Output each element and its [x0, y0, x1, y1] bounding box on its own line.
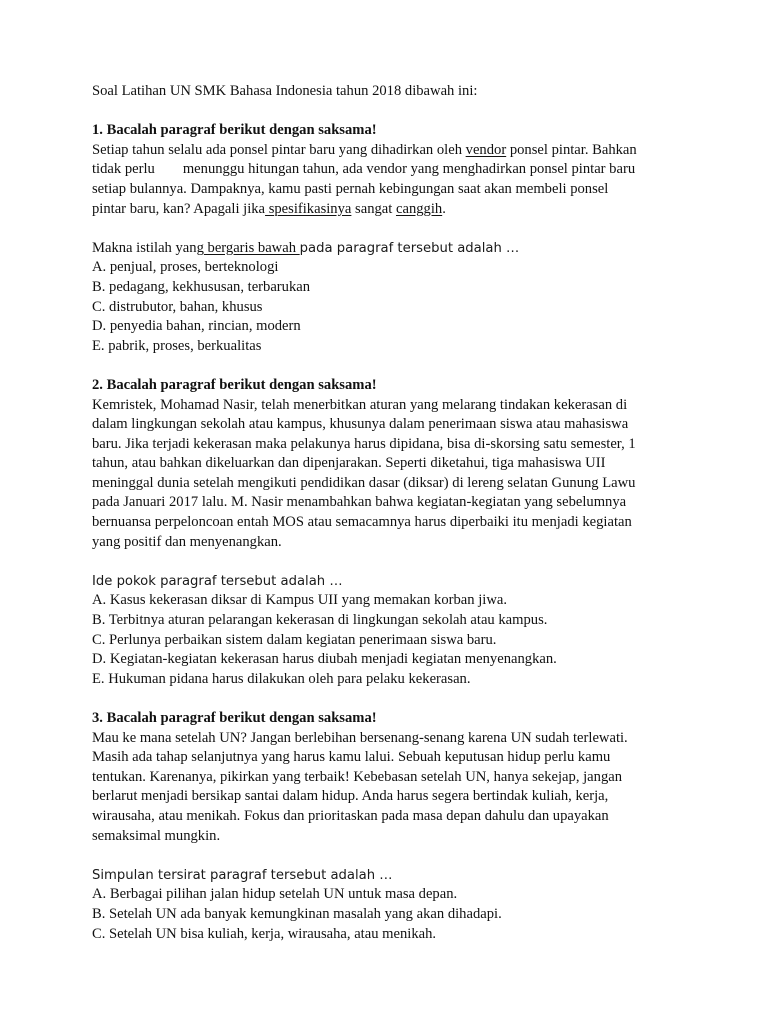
- paragraph-line: Kemristek, Mohamad Nasir, telah menerbitkan aturan yang melarang tindakan kekerasan di: [92, 396, 628, 413]
- answer-option: C. Perlunya perbaikan sistem dalam kegiatan penerimaan siswa baru.: [92, 631, 497, 648]
- answer-option: A. Kasus kekerasan diksar di Kampus UII yang memakan korban jiwa.: [92, 592, 507, 609]
- paragraph-line: yang positif dan menyenangkan.: [92, 533, 282, 550]
- paragraph-line: Setiap tahun selalu ada ponsel pintar baru yang dihadirkan oleh vendor ponsel pintar. Bahkan: [92, 141, 637, 158]
- answer-option: D. penyedia bahan, rincian, modern: [92, 318, 301, 335]
- paragraph-line: berlarut menjadi bersikap santai dalam hidup. Anda harus segera bertindak kuliah, kerja,: [92, 788, 609, 805]
- document-body: [92, 82, 682, 944]
- paragraph-line: semaksimal mungkin.: [92, 827, 221, 844]
- answer-option: D. Kegiatan-kegiatan kekerasan harus diubah menjadi kegiatan menyenangkan.: [92, 651, 557, 668]
- question-2-heading: 2. Bacalah paragraf berikut dengan saksama!: [92, 376, 377, 393]
- question-3-paragraph: [92, 729, 682, 847]
- underlined-term-spesifikasinya: spesifikasinya: [265, 200, 352, 217]
- question-1-options: [92, 258, 682, 356]
- paragraph-line: bernuansa perpeloncoan entah MOS atau semacamnya harus diperbaiki itu menjadi kegiatan: [92, 514, 632, 531]
- question-2-options: [92, 591, 682, 689]
- paragraph-line: pintar baru, kan? Apagali jika spesifikasinya sangat canggih.: [92, 200, 446, 217]
- intro-line: Soal Latihan UN SMK Bahasa Indonesia tahun 2018 dibawah ini:: [92, 83, 478, 99]
- spacer: [92, 356, 682, 376]
- answer-option: A. penjual, proses, berteknologi: [92, 259, 279, 276]
- question-2-paragraph: [92, 396, 682, 553]
- spacer: [92, 552, 682, 572]
- question-3-prompt: Simpulan tersirat paragraf tersebut adalah …: [92, 867, 393, 883]
- answer-option: C. Setelah UN bisa kuliah, kerja, wirausaha, atau menikah.: [92, 925, 437, 942]
- spacer: [92, 846, 682, 866]
- paragraph-line: wirausaha, atau menikah. Fokus dan prioritaskan pada masa depan dahulu dan upayakan: [92, 807, 609, 824]
- paragraph-line: tentukan. Karenanya, pikirkan yang terbaik! Kebebasan setelah UN, hanya sekejap, jangan: [92, 768, 623, 785]
- spacer: [92, 102, 682, 122]
- paragraph-line: setiap bulannya. Dampaknya, kamu pasti pernah kebingungan saat akan membeli ponsel: [92, 180, 609, 197]
- answer-option: C. distrubutor, bahan, khusus: [92, 298, 263, 315]
- question-3-heading: 3. Bacalah paragraf berikut dengan saksama!: [92, 710, 377, 726]
- paragraph-line: tahun, atau bahkan dikeluarkan dan dipenjarakan. Seperti diketahui, tiga mahasiswa UII: [92, 455, 606, 472]
- answer-option: B. Setelah UN ada banyak kemungkinan masalah yang akan dihadapi.: [92, 905, 502, 922]
- answer-option: B. Terbitnya aturan pelarangan kekerasan di lingkungan sekolah atau kampus.: [92, 612, 548, 629]
- answer-option: B. pedagang, kekhususan, terbarukan: [92, 278, 311, 295]
- paragraph-line: Masih ada tahap selanjutnya yang harus kamu lalui. Sebuah keputusan hidup perlu kamu: [92, 749, 611, 766]
- paragraph-line: pada Januari 2017 lalu. M. Nasir menambahkan bahwa kegiatan-kegiatan yang sebelumnya: [92, 494, 627, 511]
- question-1-prompt: Makna istilah yang bergaris bawah pada paragraf tersebut adalah …: [92, 239, 520, 256]
- question-2-prompt: Ide pokok paragraf tersebut adalah …: [92, 573, 343, 589]
- underlined-term-canggih: canggih: [395, 200, 443, 217]
- paragraph-line: tidak perlu menunggu hitungan tahun, ada vendor yang menghadirkan ponsel pintar baru: [92, 161, 636, 178]
- underlined-term-vendor: vendor: [465, 141, 507, 158]
- question-3-options: [92, 885, 682, 944]
- answer-option: E. pabrik, proses, berkualitas: [92, 337, 262, 354]
- spacer: [92, 689, 682, 709]
- question-1-heading: 1. Bacalah paragraf berikut dengan saksama!: [92, 122, 377, 139]
- paragraph-line: Mau ke mana setelah UN? Jangan berlebihan bersenang-senang karena UN sudah terlewati.: [92, 729, 628, 746]
- paragraph-line: dalam lingkungan sekolah atau kampus, khusunya dalam penerimaan siswa atau mahasiswa: [92, 416, 629, 433]
- spacer: [92, 219, 682, 239]
- answer-option: A. Berbagai pilihan jalan hidup setelah UN untuk masa depan.: [92, 886, 458, 903]
- answer-option: E. Hukuman pidana harus dilakukan oleh para pelaku kekerasan.: [92, 670, 471, 687]
- question-1-paragraph: [92, 141, 682, 219]
- paragraph-line: meninggal dunia setelah mengikuti pendidikan dasar (diksar) di lereng selatan Gunung Lawu: [92, 474, 636, 491]
- paragraph-line: baru. Jika terjadi kekerasan maka pelakunya harus dipidana, bisa di-skorsing satu semester, 1: [92, 435, 636, 452]
